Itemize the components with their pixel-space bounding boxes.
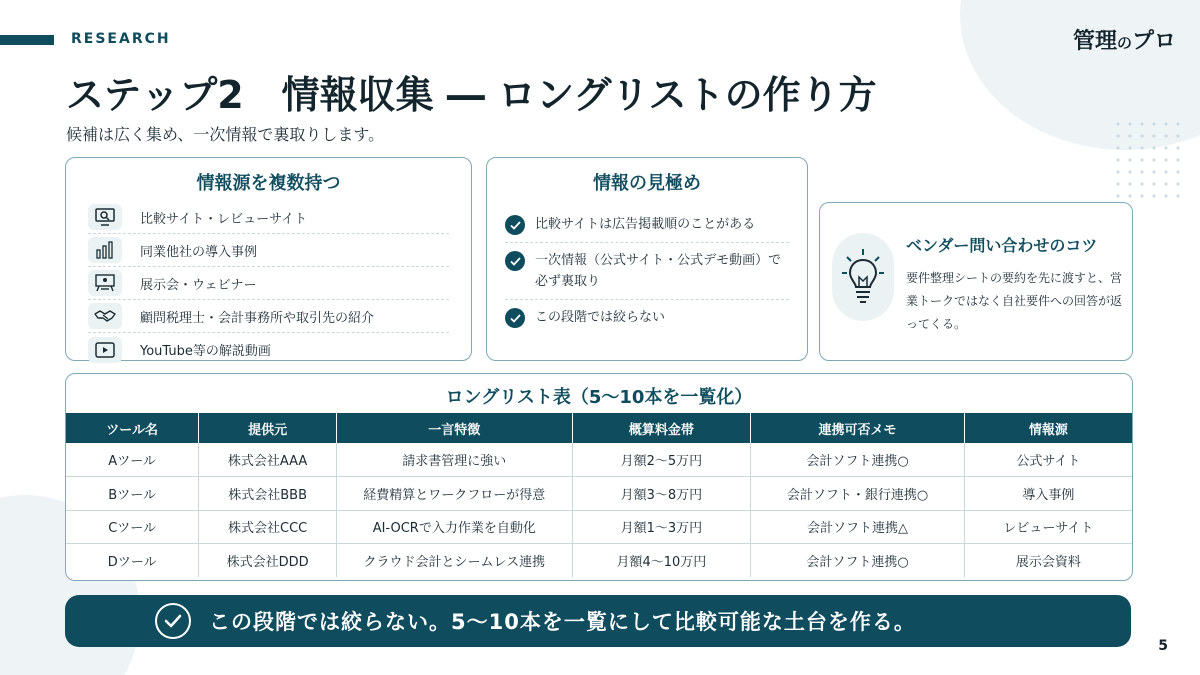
sources-item-label: 顧問税理士・会計事務所や取引先の紹介 — [140, 310, 375, 326]
sources-card — [65, 157, 472, 361]
column-header: 提供元 — [199, 413, 337, 443]
table-cell: 月額3〜8万円 — [572, 477, 751, 511]
sources-item-label: 同業他社の導入事例 — [140, 244, 258, 260]
table-row — [66, 544, 1132, 578]
decorative-dot-grid — [1112, 118, 1182, 198]
table-cell: 公式サイト — [964, 443, 1132, 477]
evaluation-card — [486, 157, 808, 361]
table-cell: 株式会社CCC — [199, 510, 337, 544]
list-item — [88, 300, 449, 333]
check-icon — [505, 308, 525, 328]
column-header: 一言特徴 — [337, 413, 573, 443]
table-row — [66, 510, 1132, 544]
table-cell: Bツール — [66, 477, 199, 511]
evaluation-item-label: この段階では絞らない — [535, 310, 666, 325]
table-cell: 経費精算とワークフローが得意 — [337, 477, 573, 511]
page-subtitle: 候補は広く集め、一次情報で裏取りします。 — [66, 125, 385, 144]
longlist-card — [65, 373, 1133, 581]
list-item — [505, 300, 789, 335]
sources-item-label: 比較サイト・レビューサイト — [140, 211, 308, 227]
handshake-icon — [88, 303, 122, 329]
list-item — [88, 234, 449, 267]
check-icon — [505, 215, 525, 235]
summary-banner — [65, 595, 1131, 647]
table-cell: Cツール — [66, 510, 199, 544]
page-title: ステップ2 情報収集 ― ロングリストの作り方 — [66, 73, 877, 117]
vendor-tips-card — [819, 202, 1133, 361]
lightbulb-icon — [832, 233, 894, 321]
bar-chart-icon — [88, 237, 122, 263]
table-cell: 月額2〜5万円 — [572, 443, 751, 477]
summary-banner-text: この段階では絞らない。5〜10本を一覧にして比較可能な土台を作る。 — [209, 610, 916, 634]
table-cell: 株式会社DDD — [199, 544, 337, 578]
brand-logo-particle: の — [1116, 34, 1132, 52]
column-header: 情報源 — [964, 413, 1132, 443]
sources-card-title: 情報源を複数持つ — [196, 173, 341, 194]
table-cell: 請求書管理に強い — [337, 443, 573, 477]
column-header: 概算料金帯 — [572, 413, 751, 443]
table-cell: 株式会社AAA — [199, 443, 337, 477]
evaluation-card-title: 情報の見極め — [593, 173, 701, 194]
brand-logo-tail: プロ — [1131, 29, 1176, 54]
longlist-title: ロングリスト表（5〜10本を一覧化） — [445, 387, 753, 408]
column-header: ツール名 — [66, 413, 199, 443]
table-cell: 会計ソフト連携○ — [751, 544, 965, 578]
table-cell: 導入事例 — [964, 477, 1132, 511]
table-cell: 株式会社BBB — [199, 477, 337, 511]
list-item — [88, 267, 449, 300]
accent-bar — [0, 35, 54, 45]
table-cell: 展示会資料 — [1015, 555, 1081, 570]
table-cell: 月額4〜10万円 — [572, 544, 751, 578]
table-cell: Dツール — [66, 544, 199, 578]
brand-logo — [1073, 24, 1176, 55]
brand-logo-main: 管理 — [1072, 29, 1117, 54]
check-circle-icon — [155, 603, 191, 639]
list-item — [88, 201, 449, 234]
longlist-table — [66, 413, 1132, 577]
magnifier-screen-icon — [88, 204, 122, 230]
section-label: RESEARCH — [71, 31, 171, 47]
table-cell: 会計ソフト連携○ — [751, 443, 965, 477]
table-row — [66, 443, 1132, 477]
table-header-row — [66, 413, 1132, 443]
table-cell: Aツール — [66, 443, 199, 477]
sources-list — [88, 201, 449, 366]
vendor-tips-body: 要件整理シートの要約を先に渡すと、営業トークではなく自社要件への回答が返ってくる。 — [906, 271, 1123, 331]
sources-item-label: 展示会・ウェビナー — [140, 277, 257, 293]
table-row — [66, 477, 1132, 511]
check-icon — [505, 251, 525, 271]
table-cell: 会計ソフト・銀行連携○ — [751, 477, 965, 511]
table-cell: クラウド会計とシームレス連携 — [337, 544, 573, 578]
column-header: 連携可否メモ — [751, 413, 965, 443]
sources-item-label: YouTube等の解説動画 — [140, 344, 271, 359]
table-cell: 会計ソフト連携△ — [751, 510, 965, 544]
list-item — [88, 333, 449, 366]
list-item — [505, 243, 789, 300]
table-cell: AI-OCRで入力作業を自動化 — [337, 510, 573, 544]
table-cell: レビューサイト — [964, 510, 1132, 544]
vendor-tips-title: ベンダー問い合わせのコツ — [906, 236, 1098, 255]
list-item — [505, 207, 789, 243]
evaluation-item-label: 比較サイトは広告掲載順のことがある — [535, 217, 756, 232]
evaluation-item-label: 一次情報（公式サイト・公式デモ動画）で必ず裏取り — [535, 253, 782, 289]
presentation-icon — [88, 270, 122, 296]
table-cell: 月額1〜3万円 — [572, 510, 751, 544]
play-video-icon — [88, 337, 122, 363]
evaluation-list — [505, 207, 789, 335]
page-number: 5 — [1158, 638, 1168, 654]
